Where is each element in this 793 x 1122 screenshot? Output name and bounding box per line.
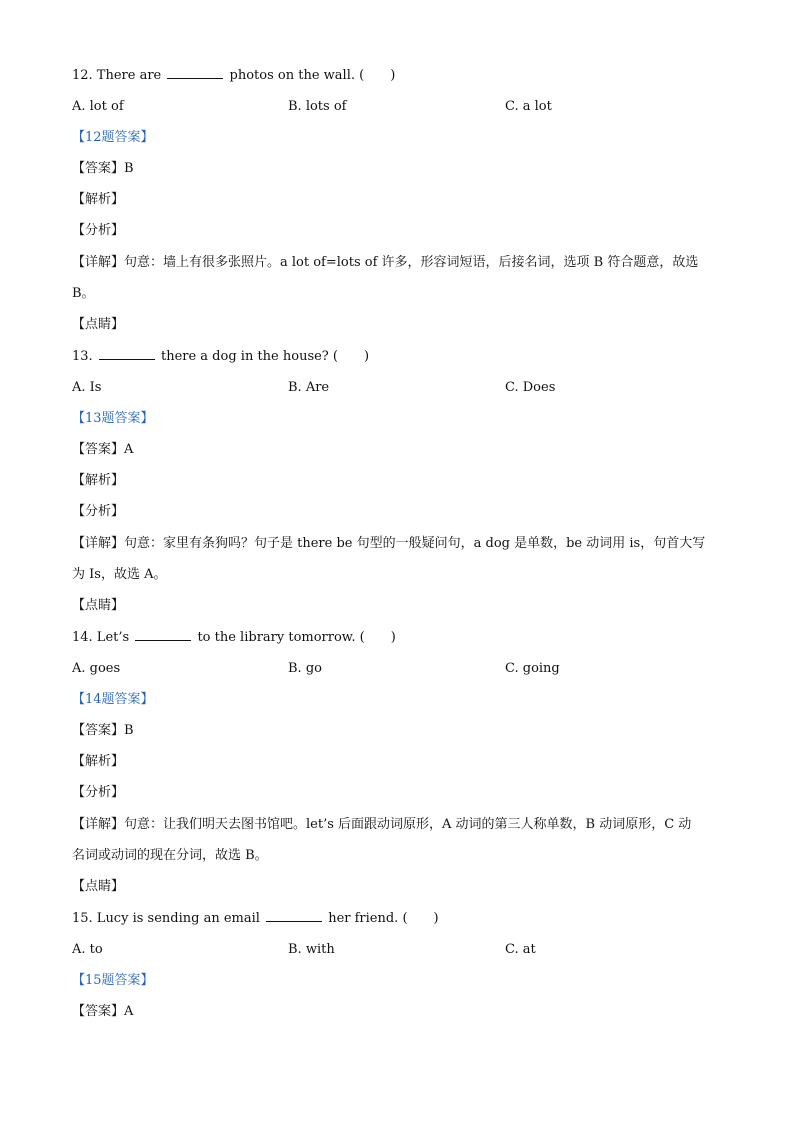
answer-label: 【12题答案】 [72, 130, 154, 145]
answer-label: 【15题答案】 [72, 973, 154, 988]
answer-blank [99, 347, 155, 360]
analysis-heading: 【解析】 [72, 192, 125, 207]
question-stem-end: to the library tomorrow. ( ) [197, 630, 396, 645]
option-c: C. Does [505, 380, 556, 395]
dianjing-heading: 【点睛】 [72, 598, 125, 613]
question-15 [72, 909, 439, 929]
fenxi-heading: 【分析】 [72, 223, 125, 238]
answer-blank [167, 66, 223, 79]
answer-blank [135, 628, 191, 641]
answer-text: 【答案】A [72, 1004, 134, 1019]
analysis-heading: 【解析】 [72, 473, 125, 488]
question-stem-end: her friend. ( ) [328, 911, 439, 926]
detail-line-1: 【详解】句意：墙上有很多张照片。a lot of=lots of 许多，形容词短语，后接名词，选项 B 符合题意，故选 [72, 255, 699, 270]
answer-text: 【答案】B [72, 723, 134, 738]
option-a: A. goes [72, 661, 121, 676]
option-c: C. at [505, 942, 536, 957]
detail-line-2: 为 Is，故选 A。 [72, 567, 167, 582]
answer-blank [266, 909, 322, 922]
analysis-heading: 【解析】 [72, 754, 125, 769]
option-b: B. go [288, 661, 322, 676]
question-stem-start: 12. There are [72, 68, 162, 83]
question-13 [72, 347, 369, 367]
detail-line-2: 名词或动词的现在分词，故选 B。 [72, 848, 268, 863]
option-c: C. a lot [505, 99, 552, 114]
option-a: A. lot of [72, 99, 124, 114]
detail-line-1: 【详解】句意：家里有条狗吗？句子是 there be 句型的一般疑问句，a dog 是单数，be 动词用 is，句首大写 [72, 536, 706, 551]
answer-label: 【14题答案】 [72, 692, 154, 707]
option-b: B. with [288, 942, 335, 957]
option-c: C. going [505, 661, 560, 676]
answer-label: 【13题答案】 [72, 411, 154, 426]
question-stem-start: 13. [72, 349, 93, 364]
answer-text: 【答案】B [72, 161, 134, 176]
question-stem-start: 14. Let’s [72, 630, 130, 645]
option-a: A. to [72, 942, 103, 957]
detail-line-2: B。 [72, 286, 95, 301]
fenxi-heading: 【分析】 [72, 504, 125, 519]
question-stem-start: 15. Lucy is sending an email [72, 911, 260, 926]
dianjing-heading: 【点睛】 [72, 317, 125, 332]
option-b: B. Are [288, 380, 330, 395]
option-a: A. Is [72, 380, 102, 395]
question-stem-end: there a dog in the house? ( ) [160, 349, 370, 364]
question-stem-end: photos on the wall. ( ) [229, 68, 396, 83]
question-14 [72, 628, 396, 648]
fenxi-heading: 【分析】 [72, 785, 125, 800]
dianjing-heading: 【点睛】 [72, 879, 125, 894]
question-12 [72, 66, 395, 86]
answer-text: 【答案】A [72, 442, 134, 457]
detail-line-1: 【详解】句意：让我们明天去图书馆吧。let’s 后面跟动词原形，A 动词的第三人称单数，B 动词原形，C 动 [72, 817, 692, 832]
option-b: B. lots of [288, 99, 347, 114]
